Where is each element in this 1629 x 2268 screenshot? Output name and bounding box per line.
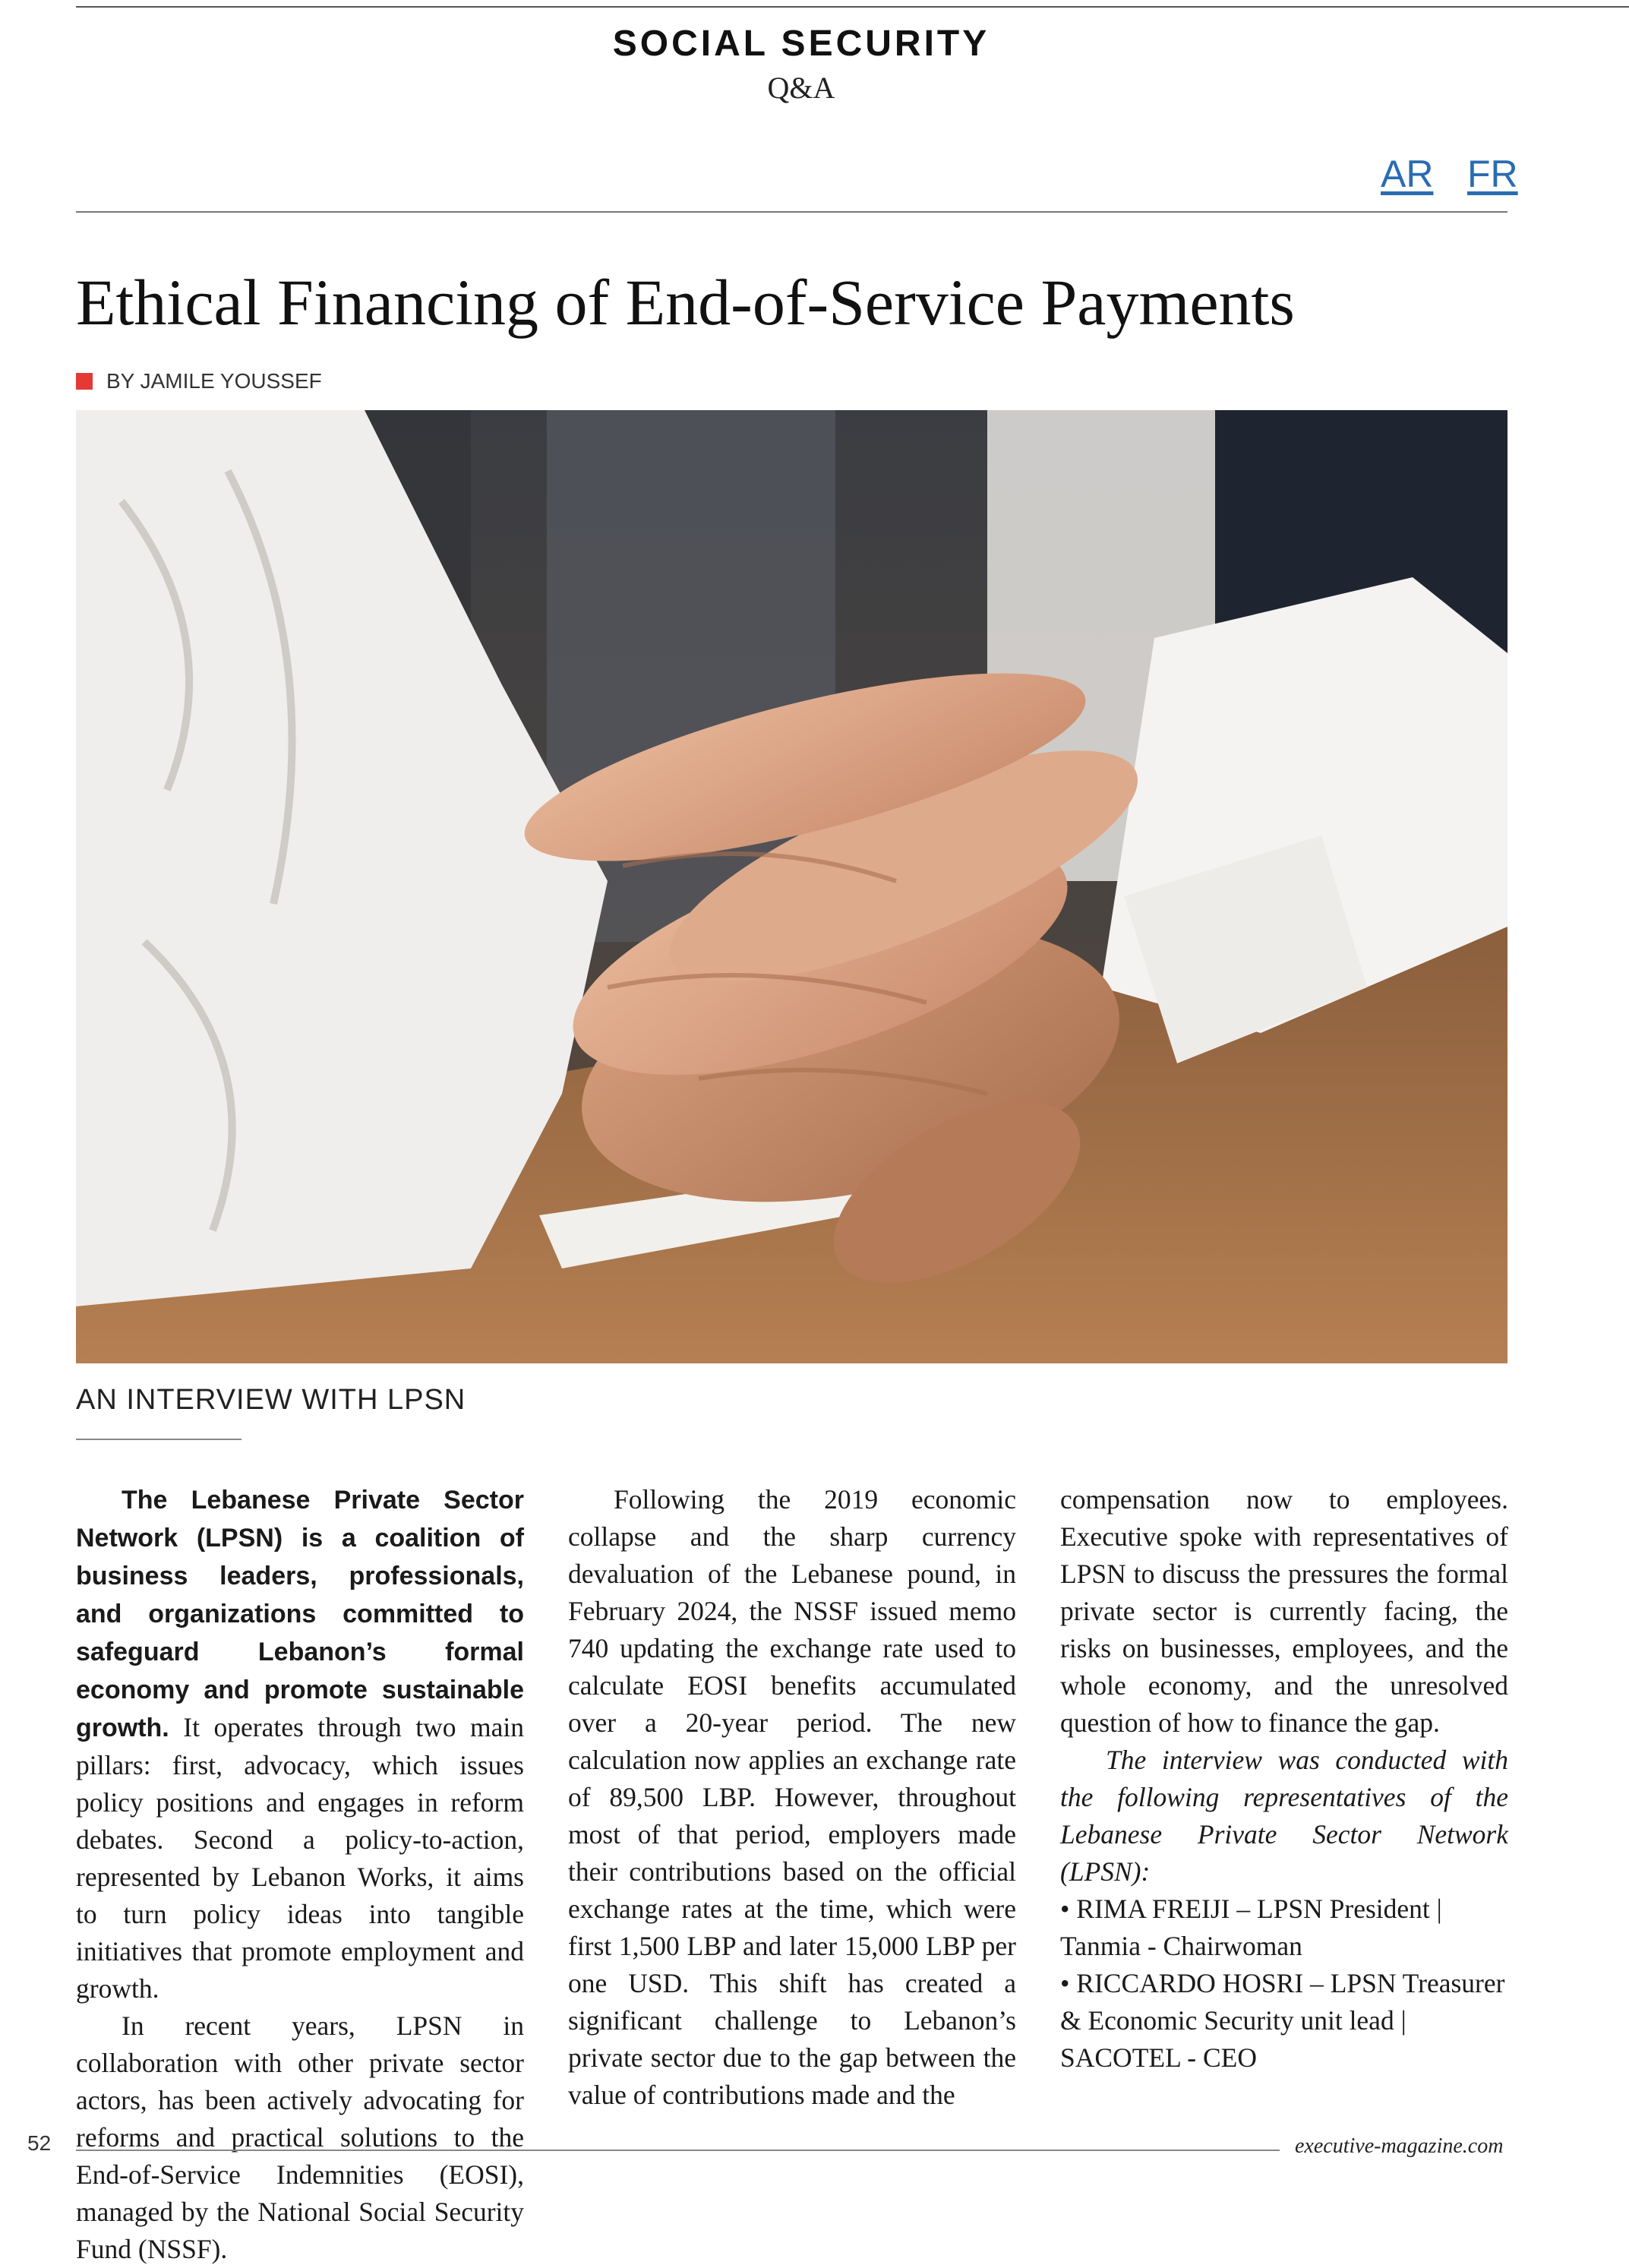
body-paragraph-3-continued: compensation now to employees. Executive spoke with representatives of LPSN to discuss the pressures the formal private sector is currently facing, the risks on businesses, employees, and the whole economy, and the unresolved question of how to finance the gap.: [1060, 1484, 1508, 1738]
kicker-rule: [76, 1439, 242, 1440]
byline-text: BY JAMILE YOUSSEF: [106, 369, 322, 393]
hero-photo: [76, 410, 1507, 1363]
language-link-fr[interactable]: FR: [1467, 153, 1518, 195]
interview-note: The interview was conducted with the following representatives of the Lebanese Private Sector Network (LPSN):: [1060, 1745, 1508, 1887]
stacked-hands-photo-icon: [76, 410, 1507, 1363]
site-url: executive-magazine.com: [1295, 2134, 1504, 2158]
top-rule: [76, 6, 1629, 8]
footer-rule: [76, 2150, 1280, 2151]
interview-kicker: AN INTERVIEW WITH LPSN: [76, 1384, 466, 1416]
representative-1: • RIMA FREIJI – LPSN President | Tanmia - Chairwoman: [1060, 1894, 1442, 1961]
body-paragraph-2: In recent years, LPSN in collaboration with other private sector actors, has been actively advocating for reforms and practical solutions to the End-of-Service Indemnities (EOSI), managed by the National Social Security Fund (NSSF).: [76, 2011, 524, 2264]
language-link-ar[interactable]: AR: [1381, 153, 1434, 195]
body-paragraph-3: Following the 2019 economic collapse and the sharp currency devaluation of the Lebanese pound, in February 2024, the NSSF issued memo 740 updating the exchange rate used to calculate EOSI benefits accumulated over a 20-year period. The new calculation now applies an exchange rate of 89,500 LBP. However, throughout most of that period, employers made their contributions based on the official exchange rates at the time, which were first 1,500 LBP and later 15,000 LBP per one USD. This shift has created a significant challenge to Lebanon’s private sector due to the gap between the value of contributions made and the: [568, 1484, 1016, 2110]
byline: [76, 369, 322, 393]
article-title: Ethical Financing of End-of-Service Payments: [76, 266, 1295, 339]
section-label: SOCIAL SECURITY: [612, 24, 990, 64]
header-rule: [76, 211, 1507, 213]
byline-marker-icon: [76, 373, 93, 390]
article-column-2: [568, 1481, 1016, 2114]
lead-paragraph: [76, 1481, 524, 2007]
representative-2: • RICCARDO HOSRI – LPSN Treasurer & Economic Security unit lead | SACOTEL - CEO: [1060, 1968, 1505, 2073]
article-column-3: [1060, 1481, 1508, 2077]
subsection-label: Q&A: [767, 71, 835, 105]
lead-paragraph-rest: It operates through two main pillars: first, advocacy, which issues policy positions and engages in reform debates. Second a policy-to-action, represented by Lebanon Works, it aims to turn policy ideas into tangible initiatives that promote employment and growth.: [76, 1712, 524, 2004]
page-number: 52: [27, 2131, 52, 2155]
lead-paragraph-bold: The Lebanese Private Sector Network (LPSN) is a coalition of business leaders, professionals, and organizations committed to safeguard Lebanon’s formal economy and promote sustainable growth.: [76, 1486, 524, 1742]
